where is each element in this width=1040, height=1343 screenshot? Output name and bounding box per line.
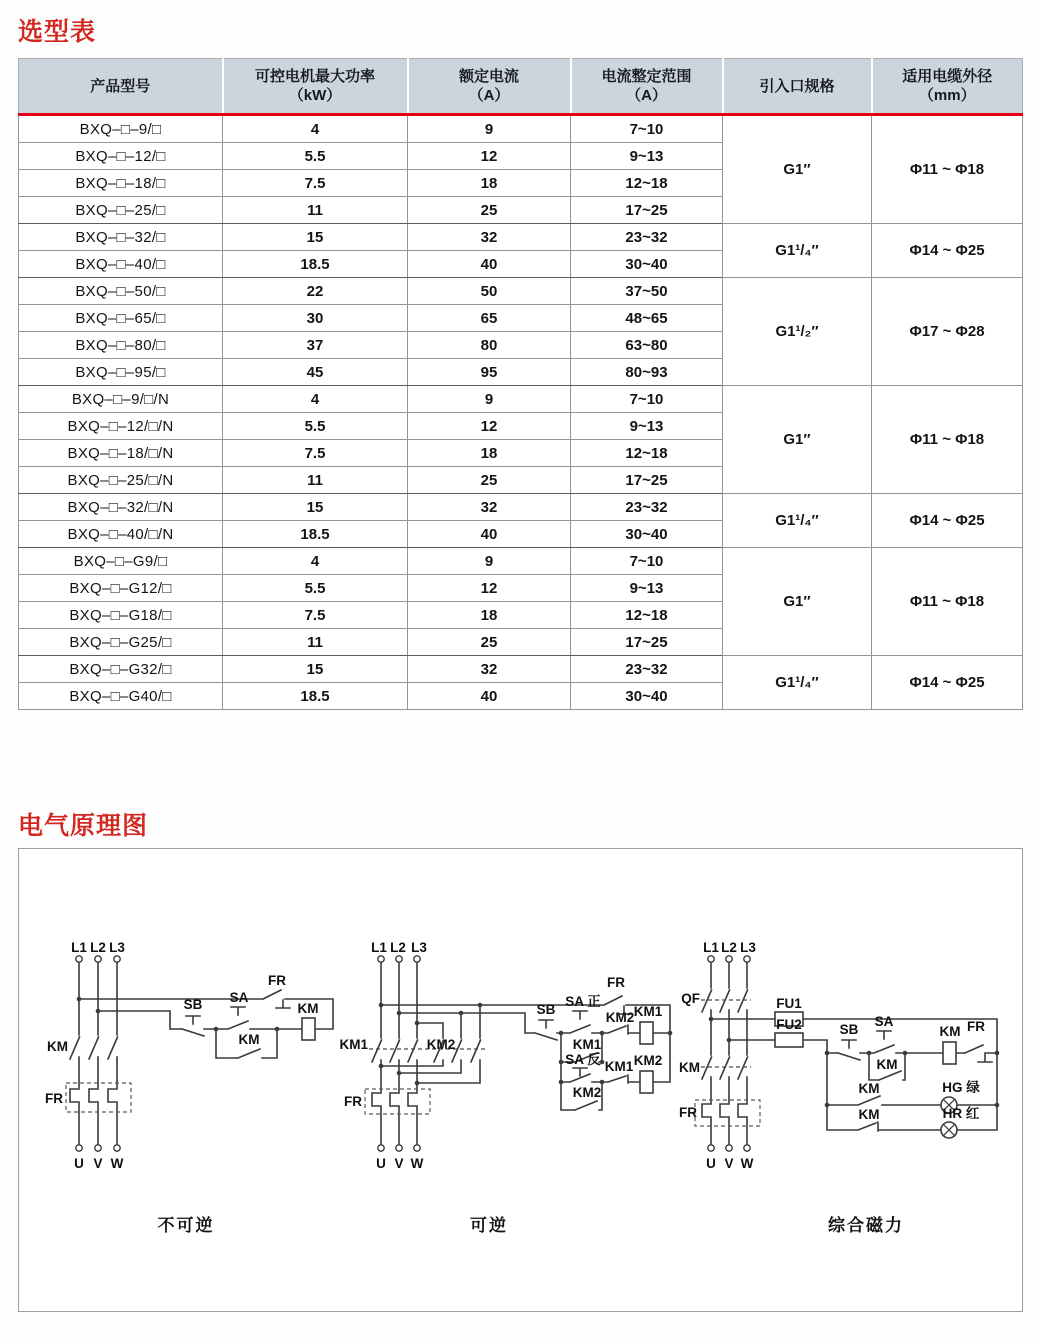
cell-model: BXQ–□–65/□ bbox=[19, 305, 223, 332]
cell-model: BXQ–□–25/□ bbox=[19, 197, 223, 224]
cell-range: 17~25 bbox=[571, 197, 723, 224]
cell-current: 12 bbox=[408, 575, 571, 602]
cell-power: 18.5 bbox=[223, 521, 408, 548]
cell-current: 32 bbox=[408, 656, 571, 683]
cell-range: 63~80 bbox=[571, 332, 723, 359]
cell-range: 30~40 bbox=[571, 683, 723, 710]
km2-aux-label: KM2 bbox=[572, 1085, 602, 1100]
diagram-non-reversible bbox=[30, 935, 360, 1240]
cell-inlet-group: G1¹/₄″ bbox=[723, 656, 872, 710]
cell-range: 9~13 bbox=[571, 575, 723, 602]
diagram-caption: 综合磁力 bbox=[828, 1216, 904, 1235]
cell-power: 4 bbox=[223, 548, 408, 575]
phase-l3-label: L3 bbox=[411, 940, 427, 955]
cell-current: 9 bbox=[408, 386, 571, 413]
cell-current: 95 bbox=[408, 359, 571, 386]
cell-range: 23~32 bbox=[571, 224, 723, 251]
selection-table-header bbox=[19, 59, 1023, 115]
green-lamp-label: HG 绿 bbox=[942, 1080, 980, 1095]
cell-current: 32 bbox=[408, 494, 571, 521]
km-coil bbox=[943, 1042, 956, 1064]
km-aux-label: KM bbox=[876, 1057, 898, 1072]
circuit-wires bbox=[66, 956, 333, 1151]
cell-model: BXQ–□–9/□ bbox=[19, 115, 223, 143]
sa-reverse-label: SA 反 bbox=[565, 1052, 601, 1067]
schematic-section-title: 电气原理图 bbox=[18, 812, 149, 840]
table-row bbox=[19, 656, 1023, 683]
cell-range: 48~65 bbox=[571, 305, 723, 332]
cell-model: BXQ–□–25/□/N bbox=[19, 467, 223, 494]
cell-power: 11 bbox=[223, 467, 408, 494]
phase-l1-label: L1 bbox=[703, 940, 719, 955]
cell-range: 23~32 bbox=[571, 494, 723, 521]
cell-power: 5.5 bbox=[223, 413, 408, 440]
diagram-caption: 不可逆 bbox=[157, 1216, 215, 1235]
cell-inlet-group: G1¹/₄″ bbox=[723, 494, 872, 548]
cell-model: BXQ–□–32/□/N bbox=[19, 494, 223, 521]
cell-model: BXQ–□–12/□ bbox=[19, 143, 223, 170]
cell-inlet-group: G1″ bbox=[723, 386, 872, 494]
table-row bbox=[19, 278, 1023, 305]
fr-main-label: FR bbox=[344, 1094, 362, 1109]
cell-range: 12~18 bbox=[571, 602, 723, 629]
fr-main-label: FR bbox=[679, 1105, 697, 1120]
cell-model: BXQ–□–18/□/N bbox=[19, 440, 223, 467]
cell-cable-group: Φ14 ~ Φ25 bbox=[872, 656, 1023, 710]
cell-power: 7.5 bbox=[223, 440, 408, 467]
cell-current: 12 bbox=[408, 143, 571, 170]
cell-model: BXQ–□–50/□ bbox=[19, 278, 223, 305]
header-model: 产品型号 bbox=[19, 59, 223, 115]
km1-main-label: KM1 bbox=[339, 1037, 368, 1052]
phase-v-label: V bbox=[394, 1156, 404, 1171]
cell-model: BXQ–□–G9/□ bbox=[19, 548, 223, 575]
table-row bbox=[19, 494, 1023, 521]
km-aux-label: KM bbox=[238, 1032, 260, 1047]
sa-forward-label: SA 正 bbox=[565, 994, 601, 1009]
table-row bbox=[19, 548, 1023, 575]
cell-current: 50 bbox=[408, 278, 571, 305]
km2-coil bbox=[640, 1071, 653, 1093]
phase-l2-label: L2 bbox=[721, 940, 737, 955]
cell-range: 9~13 bbox=[571, 413, 723, 440]
cell-cable-group: Φ17 ~ Φ28 bbox=[872, 278, 1023, 386]
phase-w-label: W bbox=[410, 1156, 424, 1171]
header-current: 额定电流 （A） bbox=[408, 59, 571, 115]
cell-range: 30~40 bbox=[571, 521, 723, 548]
km2-coil-label: KM2 bbox=[633, 1053, 663, 1068]
km1-aux-label: KM1 bbox=[572, 1037, 602, 1052]
red-lamp-symbol bbox=[941, 1122, 957, 1138]
selection-table bbox=[18, 58, 1023, 710]
cell-model: BXQ–□–G32/□ bbox=[19, 656, 223, 683]
qf-breaker-label: QF bbox=[681, 991, 700, 1006]
km-main-label: KM bbox=[679, 1060, 700, 1075]
header-cable: 适用电缆外径 （mm） bbox=[872, 59, 1023, 115]
km2-interlock-label: KM2 bbox=[605, 1010, 635, 1025]
circuit-wires bbox=[365, 956, 672, 1151]
table-row bbox=[19, 115, 1023, 143]
header-power: 可控电机最大功率 （kW） bbox=[223, 59, 408, 115]
cell-current: 25 bbox=[408, 467, 571, 494]
phase-l3-label: L3 bbox=[740, 940, 756, 955]
cell-range: 7~10 bbox=[571, 386, 723, 413]
cell-range: 9~13 bbox=[571, 143, 723, 170]
phase-l2-label: L2 bbox=[390, 940, 406, 955]
cell-power: 5.5 bbox=[223, 575, 408, 602]
cell-cable-group: Φ14 ~ Φ25 bbox=[872, 494, 1023, 548]
cell-range: 30~40 bbox=[571, 251, 723, 278]
sa-button-label: SA bbox=[874, 1014, 894, 1029]
cell-inlet-group: G1″ bbox=[723, 115, 872, 224]
cell-model: BXQ–□–40/□/N bbox=[19, 521, 223, 548]
cell-power: 4 bbox=[223, 115, 408, 143]
cell-range: 37~50 bbox=[571, 278, 723, 305]
fu1-fuse-label: FU1 bbox=[776, 996, 802, 1011]
circuit-wires bbox=[695, 956, 999, 1151]
cell-range: 7~10 bbox=[571, 115, 723, 143]
sb-button-label: SB bbox=[536, 1002, 556, 1017]
phase-l1-label: L1 bbox=[371, 940, 387, 955]
table-row bbox=[19, 224, 1023, 251]
cell-current: 18 bbox=[408, 440, 571, 467]
cell-power: 18.5 bbox=[223, 251, 408, 278]
km-coil-label: KM bbox=[297, 1001, 319, 1016]
phase-w-label: W bbox=[740, 1156, 754, 1171]
cell-inlet-group: G1¹/₂″ bbox=[723, 278, 872, 386]
cell-model: BXQ–□–80/□ bbox=[19, 332, 223, 359]
cell-power: 11 bbox=[223, 197, 408, 224]
cell-range: 17~25 bbox=[571, 467, 723, 494]
phase-u-label: U bbox=[706, 1156, 716, 1171]
cell-power: 15 bbox=[223, 224, 408, 251]
phase-v-label: V bbox=[93, 1156, 103, 1171]
cell-cable-group: Φ11 ~ Φ18 bbox=[872, 386, 1023, 494]
cell-current: 40 bbox=[408, 683, 571, 710]
cell-power: 4 bbox=[223, 386, 408, 413]
fr-contact-label: FR bbox=[967, 1019, 985, 1034]
km-main-label: KM bbox=[47, 1039, 68, 1054]
red-lamp-label: HR 红 bbox=[942, 1106, 980, 1121]
cell-power: 7.5 bbox=[223, 170, 408, 197]
cell-range: 12~18 bbox=[571, 170, 723, 197]
phase-l1-label: L1 bbox=[71, 940, 87, 955]
km1-coil-label: KM1 bbox=[633, 1004, 663, 1019]
cell-model: BXQ–□–95/□ bbox=[19, 359, 223, 386]
cell-inlet-group: G1¹/₄″ bbox=[723, 224, 872, 278]
cell-cable-group: Φ14 ~ Φ25 bbox=[872, 224, 1023, 278]
fu2-fuse-label: FU2 bbox=[776, 1017, 802, 1032]
cell-power: 22 bbox=[223, 278, 408, 305]
cell-range: 80~93 bbox=[571, 359, 723, 386]
cell-power: 30 bbox=[223, 305, 408, 332]
cell-model: BXQ–□–G18/□ bbox=[19, 602, 223, 629]
cell-power: 15 bbox=[223, 656, 408, 683]
km-coil bbox=[302, 1018, 315, 1040]
cell-power: 18.5 bbox=[223, 683, 408, 710]
cell-current: 9 bbox=[408, 115, 571, 143]
cell-current: 25 bbox=[408, 629, 571, 656]
sb-button-label: SB bbox=[839, 1022, 859, 1037]
cell-range: 17~25 bbox=[571, 629, 723, 656]
km1-interlock-label: KM1 bbox=[604, 1059, 634, 1074]
header-inlet: 引入口规格 bbox=[723, 59, 872, 115]
km2-main-label: KM2 bbox=[426, 1037, 456, 1052]
sb-button-label: SB bbox=[183, 997, 203, 1012]
cell-current: 18 bbox=[408, 170, 571, 197]
diagram-combined-magnetic bbox=[680, 935, 1020, 1240]
fr-contact-label: FR bbox=[268, 973, 286, 988]
phase-w-label: W bbox=[110, 1156, 124, 1171]
cell-model: BXQ–□–18/□ bbox=[19, 170, 223, 197]
cell-range: 23~32 bbox=[571, 656, 723, 683]
cell-model: BXQ–□–40/□ bbox=[19, 251, 223, 278]
selection-table-title: 选型表 bbox=[18, 18, 97, 46]
phase-u-label: U bbox=[376, 1156, 386, 1171]
cell-current: 65 bbox=[408, 305, 571, 332]
km-no-contact-label: KM bbox=[858, 1081, 880, 1096]
phase-v-label: V bbox=[724, 1156, 734, 1171]
cell-power: 5.5 bbox=[223, 143, 408, 170]
table-row bbox=[19, 386, 1023, 413]
cell-model: BXQ–□–G25/□ bbox=[19, 629, 223, 656]
cell-current: 9 bbox=[408, 548, 571, 575]
km1-coil bbox=[640, 1022, 653, 1044]
cell-range: 7~10 bbox=[571, 548, 723, 575]
cell-current: 12 bbox=[408, 413, 571, 440]
cell-current: 25 bbox=[408, 197, 571, 224]
sa-button-label: SA bbox=[229, 990, 249, 1005]
cell-cable-group: Φ11 ~ Φ18 bbox=[872, 548, 1023, 656]
cell-current: 32 bbox=[408, 224, 571, 251]
cell-cable-group: Φ11 ~ Φ18 bbox=[872, 115, 1023, 224]
cell-power: 7.5 bbox=[223, 602, 408, 629]
km-nc-contact-label: KM bbox=[858, 1107, 880, 1122]
phase-u-label: U bbox=[74, 1156, 84, 1171]
cell-current: 18 bbox=[408, 602, 571, 629]
diagram-caption: 可逆 bbox=[470, 1216, 508, 1235]
cell-range: 12~18 bbox=[571, 440, 723, 467]
header-range: 电流整定范围 （A） bbox=[571, 59, 723, 115]
cell-current: 40 bbox=[408, 521, 571, 548]
cell-current: 40 bbox=[408, 251, 571, 278]
cell-inlet-group: G1″ bbox=[723, 548, 872, 656]
cell-current: 80 bbox=[408, 332, 571, 359]
phase-l2-label: L2 bbox=[90, 940, 106, 955]
phase-l3-label: L3 bbox=[109, 940, 125, 955]
cell-power: 37 bbox=[223, 332, 408, 359]
cell-model: BXQ–□–G12/□ bbox=[19, 575, 223, 602]
fr-main-label: FR bbox=[45, 1091, 63, 1106]
cell-power: 15 bbox=[223, 494, 408, 521]
diagram-reversible bbox=[335, 935, 680, 1240]
cell-model: BXQ–□–32/□ bbox=[19, 224, 223, 251]
fuse-fu2 bbox=[775, 1033, 803, 1047]
cell-model: BXQ–□–12/□/N bbox=[19, 413, 223, 440]
km-coil-label: KM bbox=[939, 1024, 961, 1039]
fr-contact-label: FR bbox=[607, 975, 625, 990]
cell-model: BXQ–□–9/□/N bbox=[19, 386, 223, 413]
cell-power: 11 bbox=[223, 629, 408, 656]
cell-power: 45 bbox=[223, 359, 408, 386]
cell-model: BXQ–□–G40/□ bbox=[19, 683, 223, 710]
